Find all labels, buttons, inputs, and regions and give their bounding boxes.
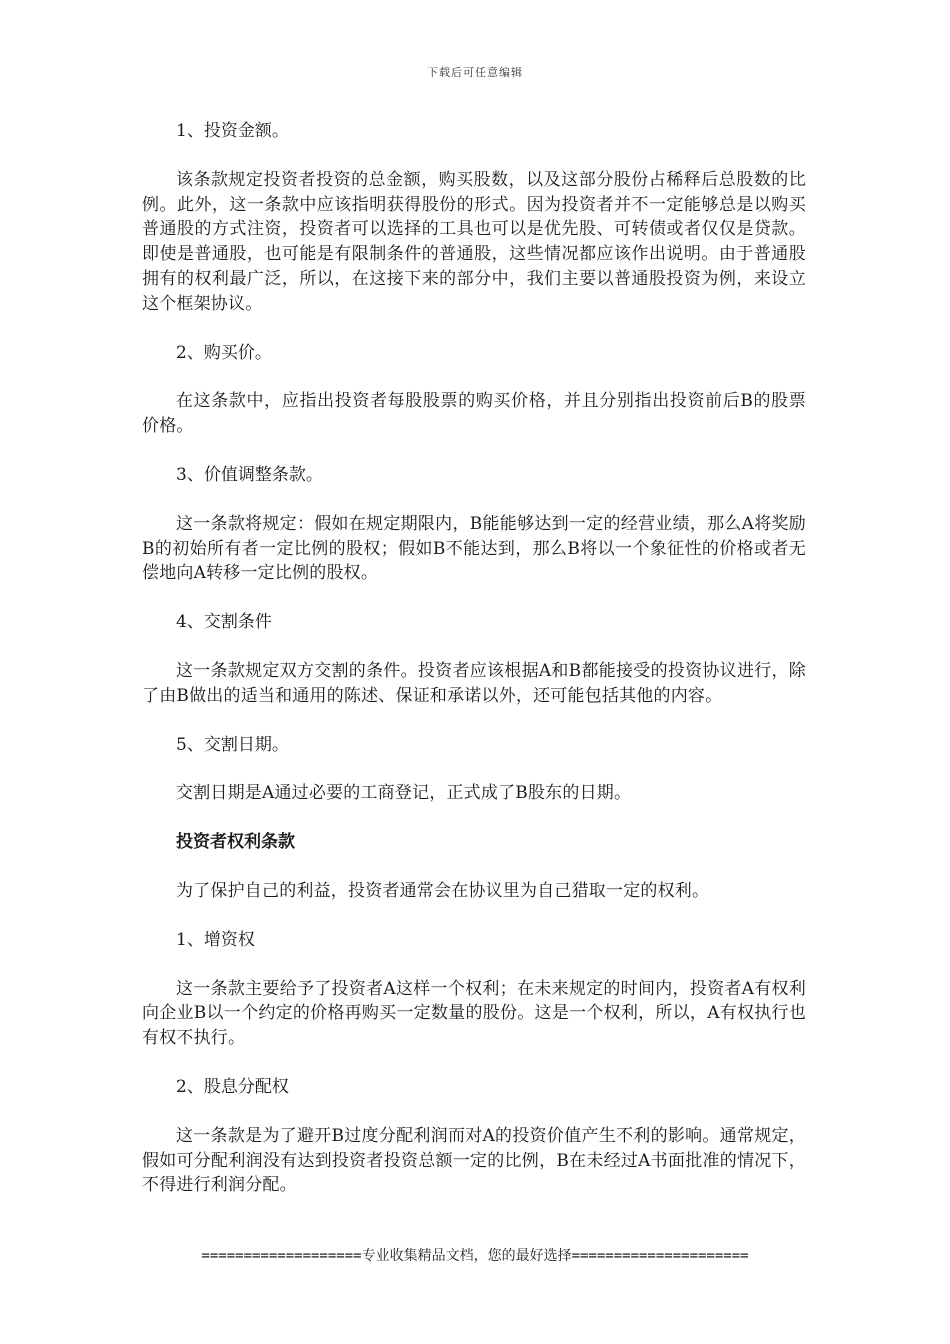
clause-paragraph: 该条款规定投资者投资的总金额，购买股数，以及这部分股份占稀释后总股数的比例。此外，这一条款中应该指明获得股份的形式。因为投资者并不一定能够总是以购买普通股的方式注资，投资者可以选择的工具也可以是优先股、可转债或者仅仅是贷款。即使是普通股，也可能是有限制条件的普通股，这些情况都应该作出说明。由于普通股拥有的权利最广泛，所以，在这接下来的部分中，我们主要以普通股投资为例，来设立这个框架协议。 <box>142 169 806 314</box>
clause-paragraph: 这一条款规定双方交割的条件。投资者应该根据A和B都能接受的投资协议进行，除了由B做出的适当和通用的陈述、保证和承诺以外，还可能包括其他的内容。 <box>142 660 806 706</box>
section-title: 投资者权利条款 <box>176 832 295 853</box>
page-footer: ===================专业收集精品文档，您的最好选择===================== <box>201 1248 749 1264</box>
clause-paragraph: 这一条款是为了避开B过度分配利润而对A的投资价值产生不利的影响。通常规定，假如可分配利润没有达到投资者投资总额一定的比例，B在未经过A书面批准的情况下，不得进行利润分配。 <box>142 1125 806 1196</box>
clause-heading: 1、投资金额。 <box>176 121 289 141</box>
clause-heading: 1、增资权 <box>176 929 255 950</box>
clause-heading: 4、交割条件 <box>176 612 272 633</box>
clause-heading: 3、价值调整条款。 <box>176 464 323 485</box>
clause-heading: 2、股息分配权 <box>176 1076 289 1097</box>
document-body <box>142 119 806 1198</box>
clause-heading: 2、购买价。 <box>176 342 272 363</box>
clause-paragraph: 在这条款中，应指出投资者每股股票的购买价格，并且分别指出投资前后B的股票价格。 <box>142 391 806 437</box>
page-header: 下载后可任意编辑 <box>427 66 523 79</box>
section-intro: 为了保护自己的利益，投资者通常会在协议里为自己猎取一定的权利。 <box>176 880 710 901</box>
clause-paragraph: 这一条款主要给予了投资者A这样一个权利；在未来规定的时间内，投资者A有权利向企业B以一个约定的价格再购买一定数量的股份。这是一个权利，所以，A有权执行也有权不执行。 <box>142 978 806 1049</box>
clause-heading: 5、交割日期。 <box>176 734 289 755</box>
clause-paragraph: 交割日期是A通过必要的工商登记，正式成了B股东的日期。 <box>176 783 632 804</box>
clause-paragraph: 这一条款将规定：假如在规定期限内，B能能够达到一定的经营业绩，那么A将奖励B的初始所有者一定比例的股权；假如B不能达到，那么B将以一个象征性的价格或者无偿地向A转移一定比例的股权。 <box>142 513 806 584</box>
